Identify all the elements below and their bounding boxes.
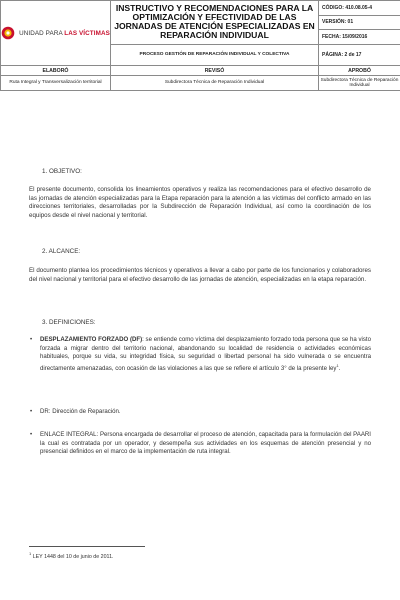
reviso-label: REVISÓ (111, 66, 319, 76)
elaboro-label: ELABORÓ (1, 66, 111, 76)
logo-text: UNIDAD PARA LAS VÍCTIMAS (19, 29, 110, 37)
document-title: INSTRUCTIVO Y RECOMENDACIONES PARA LA OPTIMIZACIÓN Y EFECTIVIDAD DE LAS JORNADAS DE ATENCIÓN ESPECIALIZADAS EN REPARACIÓN INDIVIDUAL (111, 1, 319, 45)
logo-cell (1, 1, 111, 66)
footnote: $^1$ LEY 1448 del 10 de junio de 2011. (29, 551, 114, 560)
process-name: PROCESO GESTIÓN DE REPARACIÓN INDIVIDUAL Y COLECTIVA (111, 44, 319, 65)
section-objetivo-title: 1. OBJETIVO: (42, 168, 82, 175)
elaboro-value: Ruta Integral y Transversalización territorial (1, 76, 111, 91)
document-version: VERSIÓN: 01 (319, 15, 400, 30)
definition-text: : se entiende como víctima del desplazamiento forzado toda persona que se ha visto forzada a migrar dentro del territorio nacional, abandonando su localidad de residencia o actividades económicas habituales, porque su vida, su integridad física, su seguridad o libertad personal ha sido vulnerada o se encuentra directamente amenazadas, con ocasión de las violaciones a las que se refiere el artículo 3° de la presente ley (40, 336, 371, 372)
aprobo-value: Subdirectora Técnica de Reparación Individual (319, 76, 400, 91)
section-definiciones-title: 3. DEFINICIONES: (42, 319, 96, 326)
definition-item (30, 408, 371, 417)
unidad-victimas-logo-icon (1, 26, 15, 40)
page-number: PÁGINA: 2 de 17 (319, 44, 400, 65)
aprobo-label: APROBÓ (319, 66, 400, 76)
section-alcance-title: 2. ALCANCE: (42, 248, 81, 255)
reviso-value: Subdirectora Técnica de Reparación Individual (111, 76, 319, 91)
definition-text: DR: Dirección de Reparación. (40, 408, 121, 415)
bullet-icon: • (30, 431, 33, 438)
footnote-divider (29, 546, 145, 547)
document-date: FECHA: 15/09/2016 (319, 30, 400, 45)
definition-text: ENLACE INTEGRAL: Persona encargada de desarrollar el proceso de atención, capacitada para la formulación del PAARI la cual es contratada por un operador, y desempeña sus actividades en los esquemas de atención presencial y no presencial definidos en el marco de la implementación de ruta integral. (40, 431, 371, 456)
section-alcance-body: El documento plantea los procedimientos técnicos y operativos a llevar a cabo por parte de los funcionarios y colaboradores del nivel nacional y territorial para el efectivo desarrollo de las jornadas de atención, especializadas en la etapa reparación. (29, 267, 371, 283)
bullet-icon: • (30, 408, 33, 415)
definition-item (30, 431, 371, 457)
document-code: CÓDIGO: 410.08.05-4 (319, 1, 400, 16)
definition-term: DESPLAZAMIENTO FORZADO (DF) (40, 336, 143, 343)
bullet-icon: • (30, 336, 33, 343)
definition-item: • DESPLAZAMIENTO FORZADO (DF): se entiende como víctima del desplazamiento forzado toda persona que se ha visto forzada a migrar dentro del territorio nacional, abandonando su localidad de residencia o actividades económicas habituales, porque su vida, su integridad física, su seguridad o libertad personal ha sido vulnerada o se encuentra directamente amenazadas, con ocasión de las violaciones a las que se refiere el artículo 3° de la presente ley$^1$. (30, 336, 371, 372)
document-header (0, 0, 400, 91)
section-objetivo-body: El presente documento, consolida los lineamientos operativos y realiza las recomendaciones para el efectivo desarrollo de las jornadas de atención especializadas para la Etapa reparación para la atención a las víctimas del conflicto armado en las direcciones territoriales, desarrolladas por la Subdirección de Reparación Individual, así como la coordinación de los equipos desde el nivel nacional y territorial. (29, 186, 371, 219)
footnote-ref: 1 (336, 362, 339, 368)
